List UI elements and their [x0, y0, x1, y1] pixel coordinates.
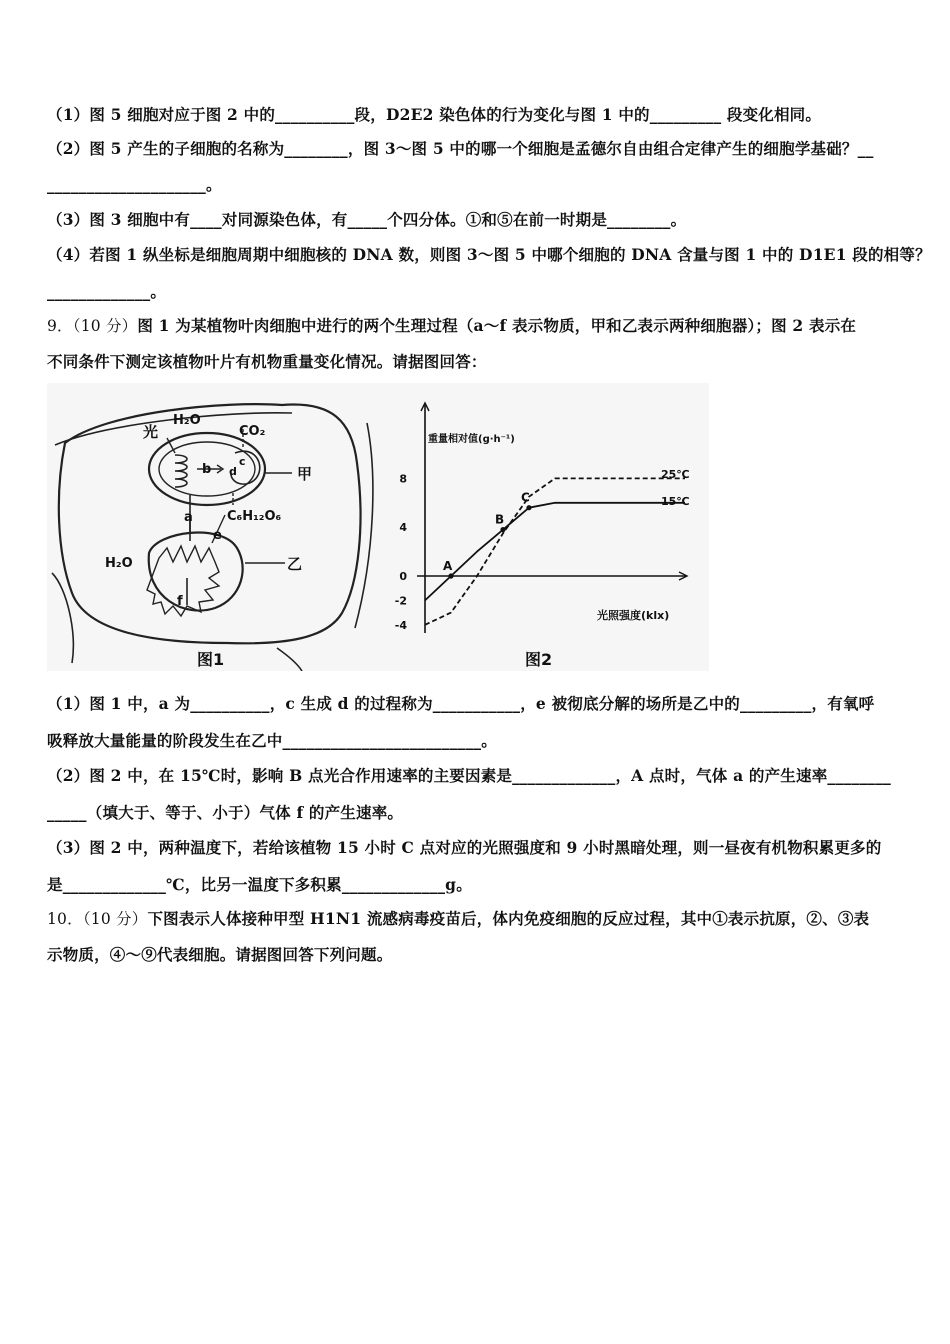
label-e: e [213, 528, 222, 543]
figure2-caption: 图2 [525, 650, 553, 669]
label-b: b [202, 462, 212, 477]
label-f: f [177, 594, 183, 609]
label-yi: 乙 [287, 555, 303, 573]
q10-stem-line2: 示物质，④～⑨代表细胞。请据图回答下列问题。 [47, 945, 393, 964]
q9-part1-continued: 吸释放大量能量的阶段发生在乙中_________________________。 [47, 731, 497, 750]
q9-part3: （3）图 2 中，两种温度下，若给该植物 15 小时 C 点对应的光照强度和 9 小时黑暗处理，则一昼夜有机物积累更多的 [47, 838, 882, 857]
q8-part3: （3）图 3 细胞中有____对同源染色体，有_____个四分体。①和⑤在前一时期是________。 [47, 210, 687, 229]
q8-part4-continued: _____________。 [47, 282, 167, 301]
q9-stem-line1 [47, 314, 856, 336]
q10-number: 10．（10 分） [47, 910, 148, 928]
y-tick-label: 4 [399, 521, 407, 535]
label-c: c [239, 455, 246, 468]
y-tick-label: 8 [399, 472, 407, 486]
label-co2: CO₂ [239, 424, 266, 439]
q9-part3-continued: 是_____________℃，比另一温度下多积累_____________g。 [47, 875, 472, 894]
q10-stem-line1 [47, 907, 869, 929]
point-a [448, 573, 453, 578]
label-jia: 甲 [297, 465, 313, 483]
y-axis-label: 重量相对值(g·h⁻¹) [428, 434, 515, 445]
label-light: 光 [143, 423, 159, 441]
point-c [526, 505, 531, 510]
q8-part2-continued: ____________________。 [47, 175, 222, 194]
point-label-b: B [495, 512, 505, 527]
label-d: d [229, 465, 237, 478]
y-tick-label: -4 [394, 618, 407, 632]
label-h2o-top: H₂O [173, 413, 201, 428]
q8-part4: （4）若图 1 纵坐标是细胞周期中细胞核的 DNA 数，则图 3～图 5 中哪个细胞的 DNA 含量与图 1 中的 D1E1 段的相等？ [47, 245, 931, 264]
figure-panel [47, 383, 709, 671]
legend-25c: 25℃ [661, 468, 690, 481]
point-b [500, 527, 505, 532]
y-tick-label: 0 [399, 570, 407, 583]
x-axis-label: 光照强度(klx) [597, 609, 670, 622]
q9-number: 9．（10 分） [47, 317, 138, 335]
q9-part1: （1）图 1 中，a 为__________，c 生成 d 的过程称为___________，e 被彻底分解的场所是乙中的_________，有氧呼 [47, 694, 875, 713]
q10-stem: 下图表示人体接种甲型 H1N1 流感病毒疫苗后，体内免疫细胞的反应过程，其中①表示抗原，②、③表 [147, 909, 870, 928]
label-c6h12o6: C₆H₁₂O₆ [227, 509, 282, 524]
legend-15c: 15℃ [661, 495, 690, 508]
figure1-caption: 图1 [197, 650, 225, 669]
point-label-a: A [443, 559, 453, 573]
q9-part2: （2）图 2 中，在 15℃时，影响 B 点光合作用速率的主要因素是_____________，A 点时，气体 a 的产生速率________ [47, 766, 892, 785]
label-h2o-left: H₂O [105, 556, 133, 571]
point-label-c: C [521, 490, 530, 505]
q9-stem-line2: 不同条件下测定该植物叶片有机物重量变化情况。请据图回答： [47, 352, 487, 371]
q8-part2: （2）图 5 产生的子细胞的名称为________，图 3～图 5 中的哪一个细胞是孟德尔自由组合定律产生的细胞学基础？__ [47, 139, 874, 158]
y-tick-label: -2 [394, 594, 407, 608]
q9-stem: 图 1 为某植物叶肉细胞中进行的两个生理过程（a～f 表示物质，甲和乙表示两种细胞器）；图 2 表示在 [137, 316, 857, 335]
label-a: a [184, 510, 193, 525]
q9-part2-continued: _____（填大于、等于、小于）气体 f 的产生速率。 [47, 803, 404, 822]
q8-part1: （1）图 5 细胞对应于图 2 中的__________段，D2E2 染色体的行为变化与图 1 中的_________ 段变化相同。 [47, 105, 822, 124]
